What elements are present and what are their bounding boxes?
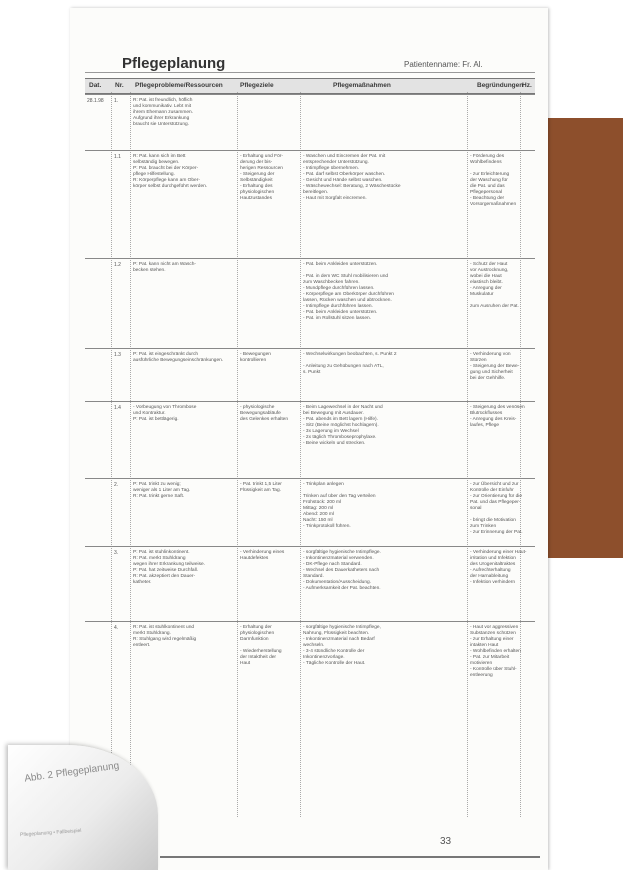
- row-problem: R: Pat. ist stuhlkontinent und merkt Stuhldrang. R: Stuhlgang wird regelmäßig entleert.: [133, 625, 197, 648]
- row-measure: - sorgfältige hygienische Intimpflege. - Inkontinenzmaterial verwenden. - DK-Pflege nach Standard. - Wechsel des Dauerkatheters nach Standard. - Dokumentation/Ausscheidung. - Aufmerksamkeit der Pat. beachten.: [303, 550, 381, 591]
- row-number: 1.: [114, 98, 119, 104]
- row-measure: - Beim Lagewechsel in der Nacht und bei Bewegung mit Ausdauer. - Pat. abends im Bett lagern (Hilfe). - Sitz (Beine möglichst hochlagern). - 3x Lagerung im Wechsel - 2x täglich Thromboseprophylaxe. - Beine wickeln und strecken.: [303, 405, 383, 446]
- row-evaluation: - Steigerung des venösen Blutrückflusses - Anregung des Kreis- laufes, Pflege: [470, 405, 525, 428]
- row-measure: - Pat. beim Ankleiden unterstützen. - Pat. in dem WC Stuhl mobilisieren und zum Waschbecken fahren. - Mundpflege durchführen lassen. - Körperpflege am Oberkörper durchführen lassen, Rücken waschen und abtrocknen. - Intimpflege durchführen lassen. - Pat. beim Ankleiden unterstützen. - Pat. im Rollstuhl sitzen lassen.: [303, 262, 394, 321]
- row-evaluation: - Förderung des Wohlbefindens - zur Erleichterung der Waschung für die Pat. und das Pflegepersonal - Beachtung der Vorsorgemaßnahmen: [470, 154, 517, 207]
- row-separator: [85, 94, 535, 95]
- column-divider: [130, 92, 131, 817]
- row-evaluation: - Schutz der Haut vor Austrocknung, wobei die Haut elastisch bleibt. - Anregung der Muskulatur zum Ausruhen der Pat.: [470, 262, 519, 309]
- row-separator: [85, 348, 535, 349]
- row-number: 1.2: [114, 262, 121, 268]
- row-measure: - Trinkplan anlegen Trinken auf über den Tag verteilen Frühstück: 200 ml Mittag: 200 ml Abend: 200 ml Nacht: 150 ml - Trinkprotokoll führen.: [303, 482, 376, 529]
- row-evaluation: - Haut vor aggressiven Substanzen schützen - zur Erhaltung einer intakten Haut - Wohlbefinden erhalten - Pat. zur Mitarbeit motivieren - Kontrolle über Stuhl- entleerung: [470, 625, 521, 678]
- row-measure: - Wechselwirkungen beobachten, s. Punkt 2 - Anleitung zu Gehübungen nach ATL, s. Punkt: [303, 352, 397, 375]
- column-divider: [467, 92, 468, 817]
- row-evaluation: - Verhinderung einer Haut- irritation und Infektion des Urogenitaltraktes - Aufrechterhaltung der Harnableitung - Infektion verhindern: [470, 550, 527, 585]
- row-separator: [85, 258, 535, 259]
- col-problems: Pflegeprobleme/Ressourcen: [135, 82, 223, 89]
- row-evaluation: - Verhinderung von Stürzen - Steigerung der Bewe- gung und Sicherheit bei der Gehhilfe.: [470, 352, 520, 381]
- column-divider: [237, 92, 238, 817]
- row-goal: - physiologische Bewegungsabläufe des Gelenkes erhalten: [240, 405, 288, 422]
- figure-credit: Pflegeplanung • Fallbeispiel: [19, 827, 82, 839]
- row-problem: P: Pat. ist stuhlinkontinent. R: Pat. merkt Stuhldrang wegen ihrer Erkrankung teilweise. P: Pat. hat zeitweise Durchfall. R: Pat. akzeptiert den Dauer- katheter.: [133, 550, 205, 585]
- page-title: Pflegeplanung: [122, 55, 226, 72]
- row-number: 1.4: [114, 405, 121, 411]
- row-separator: [85, 478, 535, 479]
- row-separator: [85, 150, 535, 151]
- row-separator: [85, 401, 535, 402]
- col-hz: Hz.: [522, 82, 532, 89]
- row-number: 3.: [114, 550, 119, 556]
- figure-caption: Abb. 2 Pflegeplanung: [23, 760, 120, 785]
- row-goal: - Erhaltung der physiologischen Darmfunktion - Wiederherstellung der Intaktheit der Haut: [240, 625, 282, 666]
- row-date: 28.1.98: [87, 98, 104, 104]
- column-divider: [111, 92, 112, 817]
- row-evaluation: - zur Übersicht und zur Kontrolle der Einfuhr - zur Orientierung für die Pat. und das Pflegeper- sonal - bringt die Motivation zum Trinken - zur Erinnerung der Pat.: [470, 482, 523, 535]
- row-measure: - Waschen und Eincremen der Pat. mit entsprechender Unterstützung. - Intimpflege übernehmen. - Pat. darf selbst Oberkörper waschen. - Gesicht und Hände selbst waschen. - Wäschewechsel: Beratung, 2 Wäschestücke bereitlegen. - Haut mit Sorgfalt eincremen.: [303, 154, 401, 201]
- title-rule: [85, 72, 535, 73]
- row-goal: - Pat. trinkt 1,5 Liter Flüssigkeit am Tag.: [240, 482, 282, 493]
- row-measure: - sorgfältige hygienische Intimpflege, Nahrung, Flüssigkeit beachten. - Inkontinenzmaterial nach Bedarf wechseln. - 3-4 stündliche Kontrolle der Inkontinenzvorlage. - Tägliche Kontrolle der Haut.: [303, 625, 381, 666]
- footer-rule: [160, 856, 540, 858]
- row-goal: - Bewegungen kontrollieren: [240, 352, 271, 363]
- col-nr: Nr.: [115, 82, 124, 89]
- row-separator: [85, 621, 535, 622]
- row-separator: [85, 546, 535, 547]
- row-problem: R: Pat. kann sich im Bett selbständig bewegen. P: Pat. braucht bei der Körper- pflege Hilfestellung. R: Körperpflege kann am Ober- körper selbst durchgeführt werden.: [133, 154, 208, 189]
- col-evaluation: Begründungen: [477, 82, 524, 89]
- row-number: 4.: [114, 625, 119, 631]
- row-problem: P: Pat. trinkt zu wenig; weniger als 1 Liter am Tag. R: Pat. trinkt gerne Saft.: [133, 482, 191, 499]
- column-divider: [300, 92, 301, 817]
- row-number: 1.1: [114, 154, 121, 160]
- col-date: Dat.: [89, 82, 102, 89]
- row-problem: P: Pat. ist eingeschränkt durch ausführliche Bewegungseinschränkungen.: [133, 352, 224, 363]
- row-problem: R: Pat. ist freundlich, höflich und kommunikativ. Lebt mit ihrem Ehemann zusammen. Aufgrund ihrer Erkrankung braucht sie Unterstützung.: [133, 98, 193, 127]
- row-goal: - Verhinderung eines Hautdefektes: [240, 550, 285, 561]
- row-problem: P: Pat. kann nicht am Wasch- becken stehen.: [133, 262, 197, 273]
- patient-name-label: Patientenname: Fr. Al.: [404, 60, 483, 69]
- row-problem: - Vorbeugung von Thrombose und Kontraktur. P: Pat. ist bettlägerig.: [133, 405, 197, 422]
- row-number: 1.3: [114, 352, 121, 358]
- row-number: 2.: [114, 482, 119, 488]
- col-measures: Pflegemaßnahmen: [333, 82, 391, 89]
- page-number: 33: [440, 836, 452, 847]
- col-goals: Pflegeziele: [240, 82, 274, 89]
- row-goal: - Erhaltung und För- derung der bis- herigen Ressourcen - Steigerung der Selbständigkeit - Erhaltung des physiologischen Hautzustandes: [240, 154, 283, 201]
